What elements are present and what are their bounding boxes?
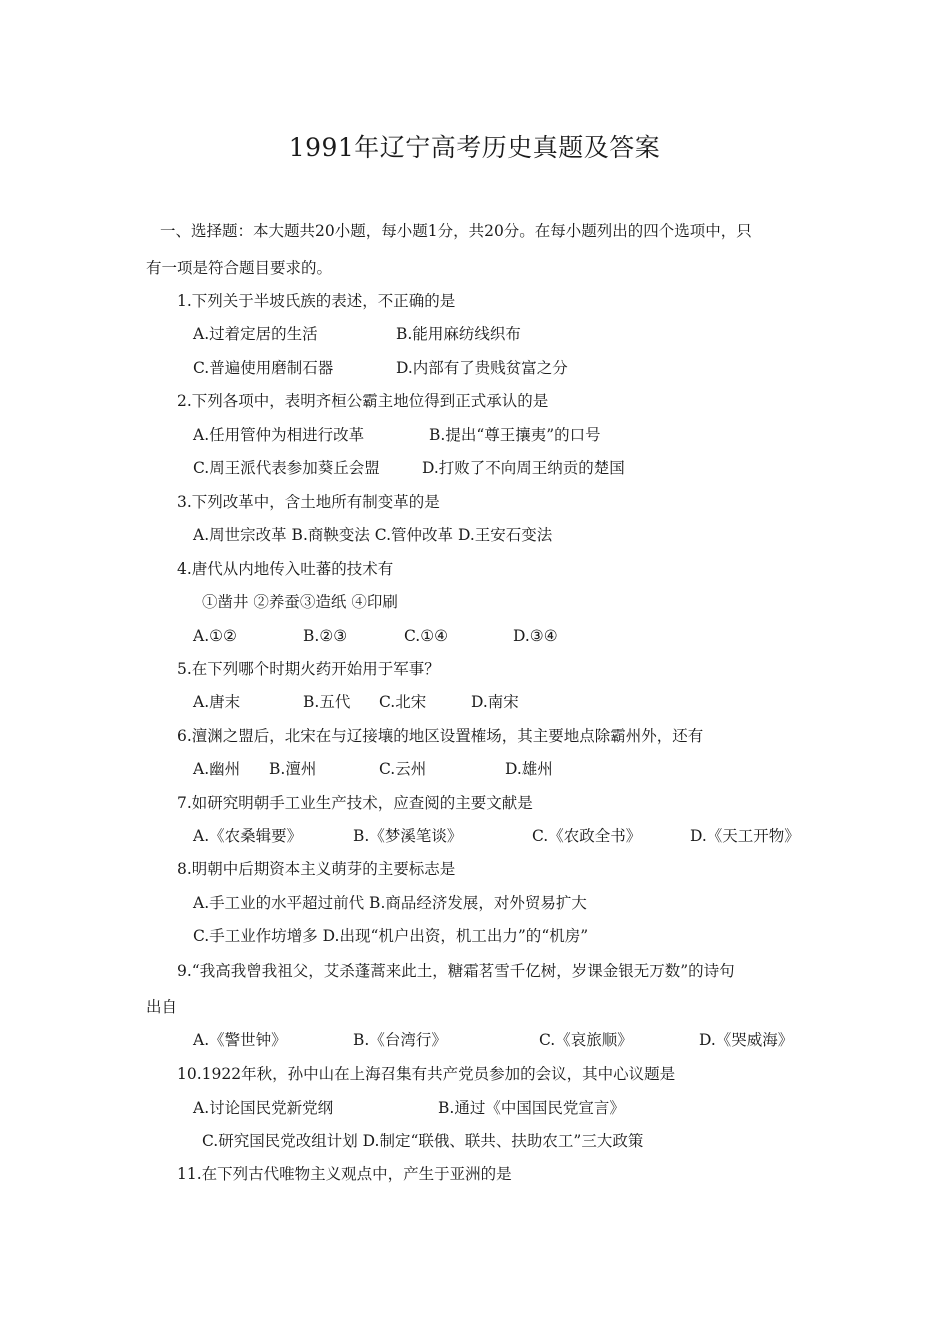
section-instruction-line1: 一、选择题：本大题共20小题，每小题1分，共20分。在每小题列出的四个选项中，只 <box>160 222 752 240</box>
option-b: B.通过《中国国民党宣言》 <box>438 1099 625 1117</box>
option-b: B.②③ <box>303 627 348 645</box>
question-stem: 11.在下列古代唯物主义观点中，产生于亚洲的是 <box>177 1165 512 1183</box>
option-c: C.普遍使用磨制石器 <box>193 359 334 377</box>
option-c: C.①④ <box>404 627 449 645</box>
question-stem: 2.下列各项中，表明齐桓公霸主地位得到正式承认的是 <box>177 392 549 410</box>
option-d: D.打败了不向周王纳贡的楚国 <box>422 459 625 477</box>
question-sub-items: ①凿井 ②养蚕③造纸 ④印刷 <box>202 593 398 611</box>
option-b: B.澶州 <box>269 760 317 778</box>
option-c: C.《农政全书》 <box>532 827 642 845</box>
option-a: A.①② <box>193 627 237 645</box>
question-stem: 9.“我高我曾我祖父，艾杀蓬蒿来此土，糖霜茗雪千亿树，岁课金银无万数”的诗句 <box>177 962 735 980</box>
option-a: A.幽州 <box>193 760 241 778</box>
options-line: A.周世宗改革 B.商鞅变法 C.管仲改革 D.王安石变法 <box>193 526 553 544</box>
option-b: B.五代 <box>303 693 351 711</box>
option-c: C.《哀旅顺》 <box>539 1031 633 1049</box>
option-b: B.能用麻纺线织布 <box>396 325 521 343</box>
question-stem: 4.唐代从内地传入吐蕃的技术有 <box>177 560 394 578</box>
option-d: D.雄州 <box>505 760 553 778</box>
option-d: D.《哭威海》 <box>699 1031 794 1049</box>
document-title: 1991年辽宁高考历史真题及答案 <box>288 133 661 162</box>
option-a: A.唐末 <box>193 693 241 711</box>
question-stem: 5.在下列哪个时期火药开始用于军事？ <box>177 660 440 678</box>
option-d: D.《天工开物》 <box>690 827 800 845</box>
question-stem: 10.1922年秋，孙中山在上海召集有共产党员参加的会议，其中心议题是 <box>177 1065 676 1083</box>
option-a: A.《农桑辑要》 <box>193 827 303 845</box>
section-instruction-line2: 有一项是符合题目要求的。 <box>146 259 333 277</box>
options-line: A.手工业的水平超过前代 B.商品经济发展，对外贸易扩大 <box>193 894 587 912</box>
option-a: A.任用管仲为相进行改革 <box>193 426 365 444</box>
option-d: D.南宋 <box>471 693 519 711</box>
question-stem: 6.澶渊之盟后，北宋在与辽接壤的地区设置榷场，其主要地点除霸州外，还有 <box>177 727 704 745</box>
question-stem-continued: 出自 <box>146 998 178 1016</box>
question-stem: 1.下列关于半坡氏族的表述，不正确的是 <box>177 292 456 310</box>
option-b: B.《梦溪笔谈》 <box>353 827 463 845</box>
option-c: C.云州 <box>379 760 427 778</box>
option-d: D.③④ <box>513 627 558 645</box>
option-c: C.北宋 <box>379 693 427 711</box>
question-stem: 3.下列改革中，含土地所有制变革的是 <box>177 493 440 511</box>
option-b: B.《台湾行》 <box>353 1031 447 1049</box>
options-line: C.手工业作坊增多 D.出现“机户出资，机工出力”的“机房” <box>193 927 589 945</box>
options-line: C.研究国民党改组计划 D.制定“联俄、联共、扶助农工”三大政策 <box>202 1132 644 1150</box>
option-a: A.过着定居的生活 <box>193 325 318 343</box>
question-stem: 8.明朝中后期资本主义萌芽的主要标志是 <box>177 860 456 878</box>
option-c: C.周王派代表参加葵丘会盟 <box>193 459 380 477</box>
option-b: B.提出“尊王攘夷”的口号 <box>429 426 601 444</box>
question-stem: 7.如研究明朝手工业生产技术，应查阅的主要文献是 <box>177 794 533 812</box>
option-a: A.《警世钟》 <box>193 1031 287 1049</box>
option-a: A.讨论国民党新党纲 <box>193 1099 334 1117</box>
option-d: D.内部有了贵贱贫富之分 <box>396 359 568 377</box>
